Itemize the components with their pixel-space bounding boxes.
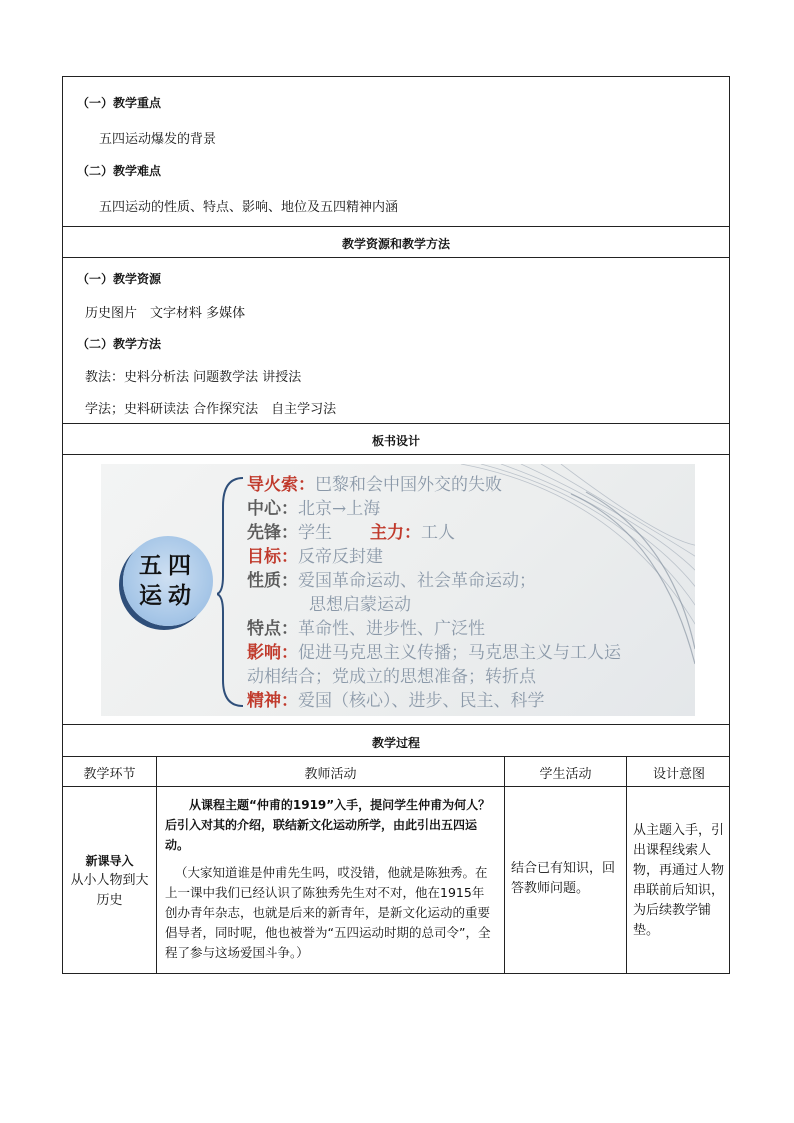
board-line-influence: 影响：促进马克思主义传播；马克思主义与工人运	[247, 643, 621, 663]
learning-method-text: 学法；史料研读法 合作探究法 自主学习法	[85, 402, 337, 417]
board-design-image	[101, 464, 695, 716]
key-points-section	[63, 77, 729, 227]
design-intent: 从主题入手，引出课程线索人物，再通过人物串联前后知识，为后续教学铺垫。	[633, 823, 725, 938]
resources-text: 历史图片 文字材料 多媒体	[85, 306, 246, 321]
difficulties-heading: （二）教学难点	[77, 164, 162, 178]
brace-icon	[217, 476, 247, 708]
process-header: 教学过程	[371, 736, 420, 750]
col-header-student-cell	[505, 757, 627, 786]
stage-subtitle: 从小人物到大历史	[70, 873, 149, 908]
board-line-nature-cont: 思想启蒙运动	[309, 595, 411, 615]
col-header-teacher: 教师活动	[304, 767, 357, 782]
lesson-plan-table	[62, 76, 730, 974]
col-header-stage-cell	[63, 757, 157, 786]
key-points-text: 五四运动爆发的背景	[99, 132, 217, 147]
resources-header: 教学资源和教学方法	[341, 237, 450, 251]
col-header-stage: 教学环节	[83, 767, 136, 782]
process-header-row	[63, 725, 729, 757]
process-table-header-row	[63, 757, 729, 787]
stage-cell	[63, 787, 157, 973]
col-header-teacher-cell	[157, 757, 505, 786]
board-line-goal: 目标：反帝反封建	[247, 547, 383, 567]
resources-heading: （一）教学资源	[77, 272, 162, 286]
difficulties-text: 五四运动的性质、特点、影响、地位及五四精神内涵	[99, 200, 399, 215]
col-header-intent: 设计意图	[652, 767, 705, 782]
board-line-vanguard: 先锋：学生 主力：工人	[247, 523, 455, 543]
board-line-influence-cont: 动相结合；党成立的思想准备；转折点	[247, 667, 536, 687]
design-intent-cell	[627, 787, 731, 973]
board-line-fuse: 导火索：巴黎和会中国外交的失败	[247, 475, 502, 495]
board-line-spirit: 精神：爱国（核心）、进步、民主、科学	[247, 691, 545, 711]
key-points-heading: （一）教学重点	[77, 96, 162, 110]
methods-heading: （二）教学方法	[77, 337, 162, 351]
teaching-method-text: 教法：史料分析法 问题教学法 讲授法	[85, 370, 302, 385]
topic-circle-badge	[123, 536, 213, 626]
board-line-features: 特点：革命性、进步性、广泛性	[247, 619, 485, 639]
resources-section	[63, 258, 729, 424]
col-header-intent-cell	[627, 757, 731, 786]
board-line-center: 中心：北京→上海	[247, 499, 381, 519]
teacher-activity-main: 从课程主题“仲甫的1919”入手，提问学生仲甫为何人？后引入对其的介绍，联结新文化运动所学，由此引出五四运动。	[165, 798, 491, 852]
process-row-intro	[63, 787, 729, 973]
student-activity: 结合已有知识，回答教师问题。	[511, 861, 616, 896]
circle-text-line2: 运动	[139, 582, 197, 609]
resources-header-row	[63, 227, 729, 258]
board-header-row	[63, 424, 729, 455]
col-header-student: 学生活动	[539, 767, 592, 782]
stage-title: 新课导入	[85, 854, 134, 868]
circle-text-line1: 五四	[139, 552, 197, 579]
board-line-nature: 性质：爱国革命运动、社会革命运动；	[247, 571, 536, 591]
teacher-activity-detail: （大家知道谁是仲甫先生吗，哎没错，他就是陈独秀。在上一课中我们已经认识了陈独秀先生对不对，他在1915年创办青年杂志，也就是后来的新青年，是新文化运动的重要倡导者，同时呢，他也被誉为“五四运动时期的总司令”，全程了参与这场爱国斗争。）	[165, 865, 491, 960]
student-activity-cell	[505, 787, 627, 973]
teacher-activity-cell	[157, 787, 505, 973]
board-section	[63, 455, 729, 725]
board-header: 板书设计	[371, 434, 420, 448]
